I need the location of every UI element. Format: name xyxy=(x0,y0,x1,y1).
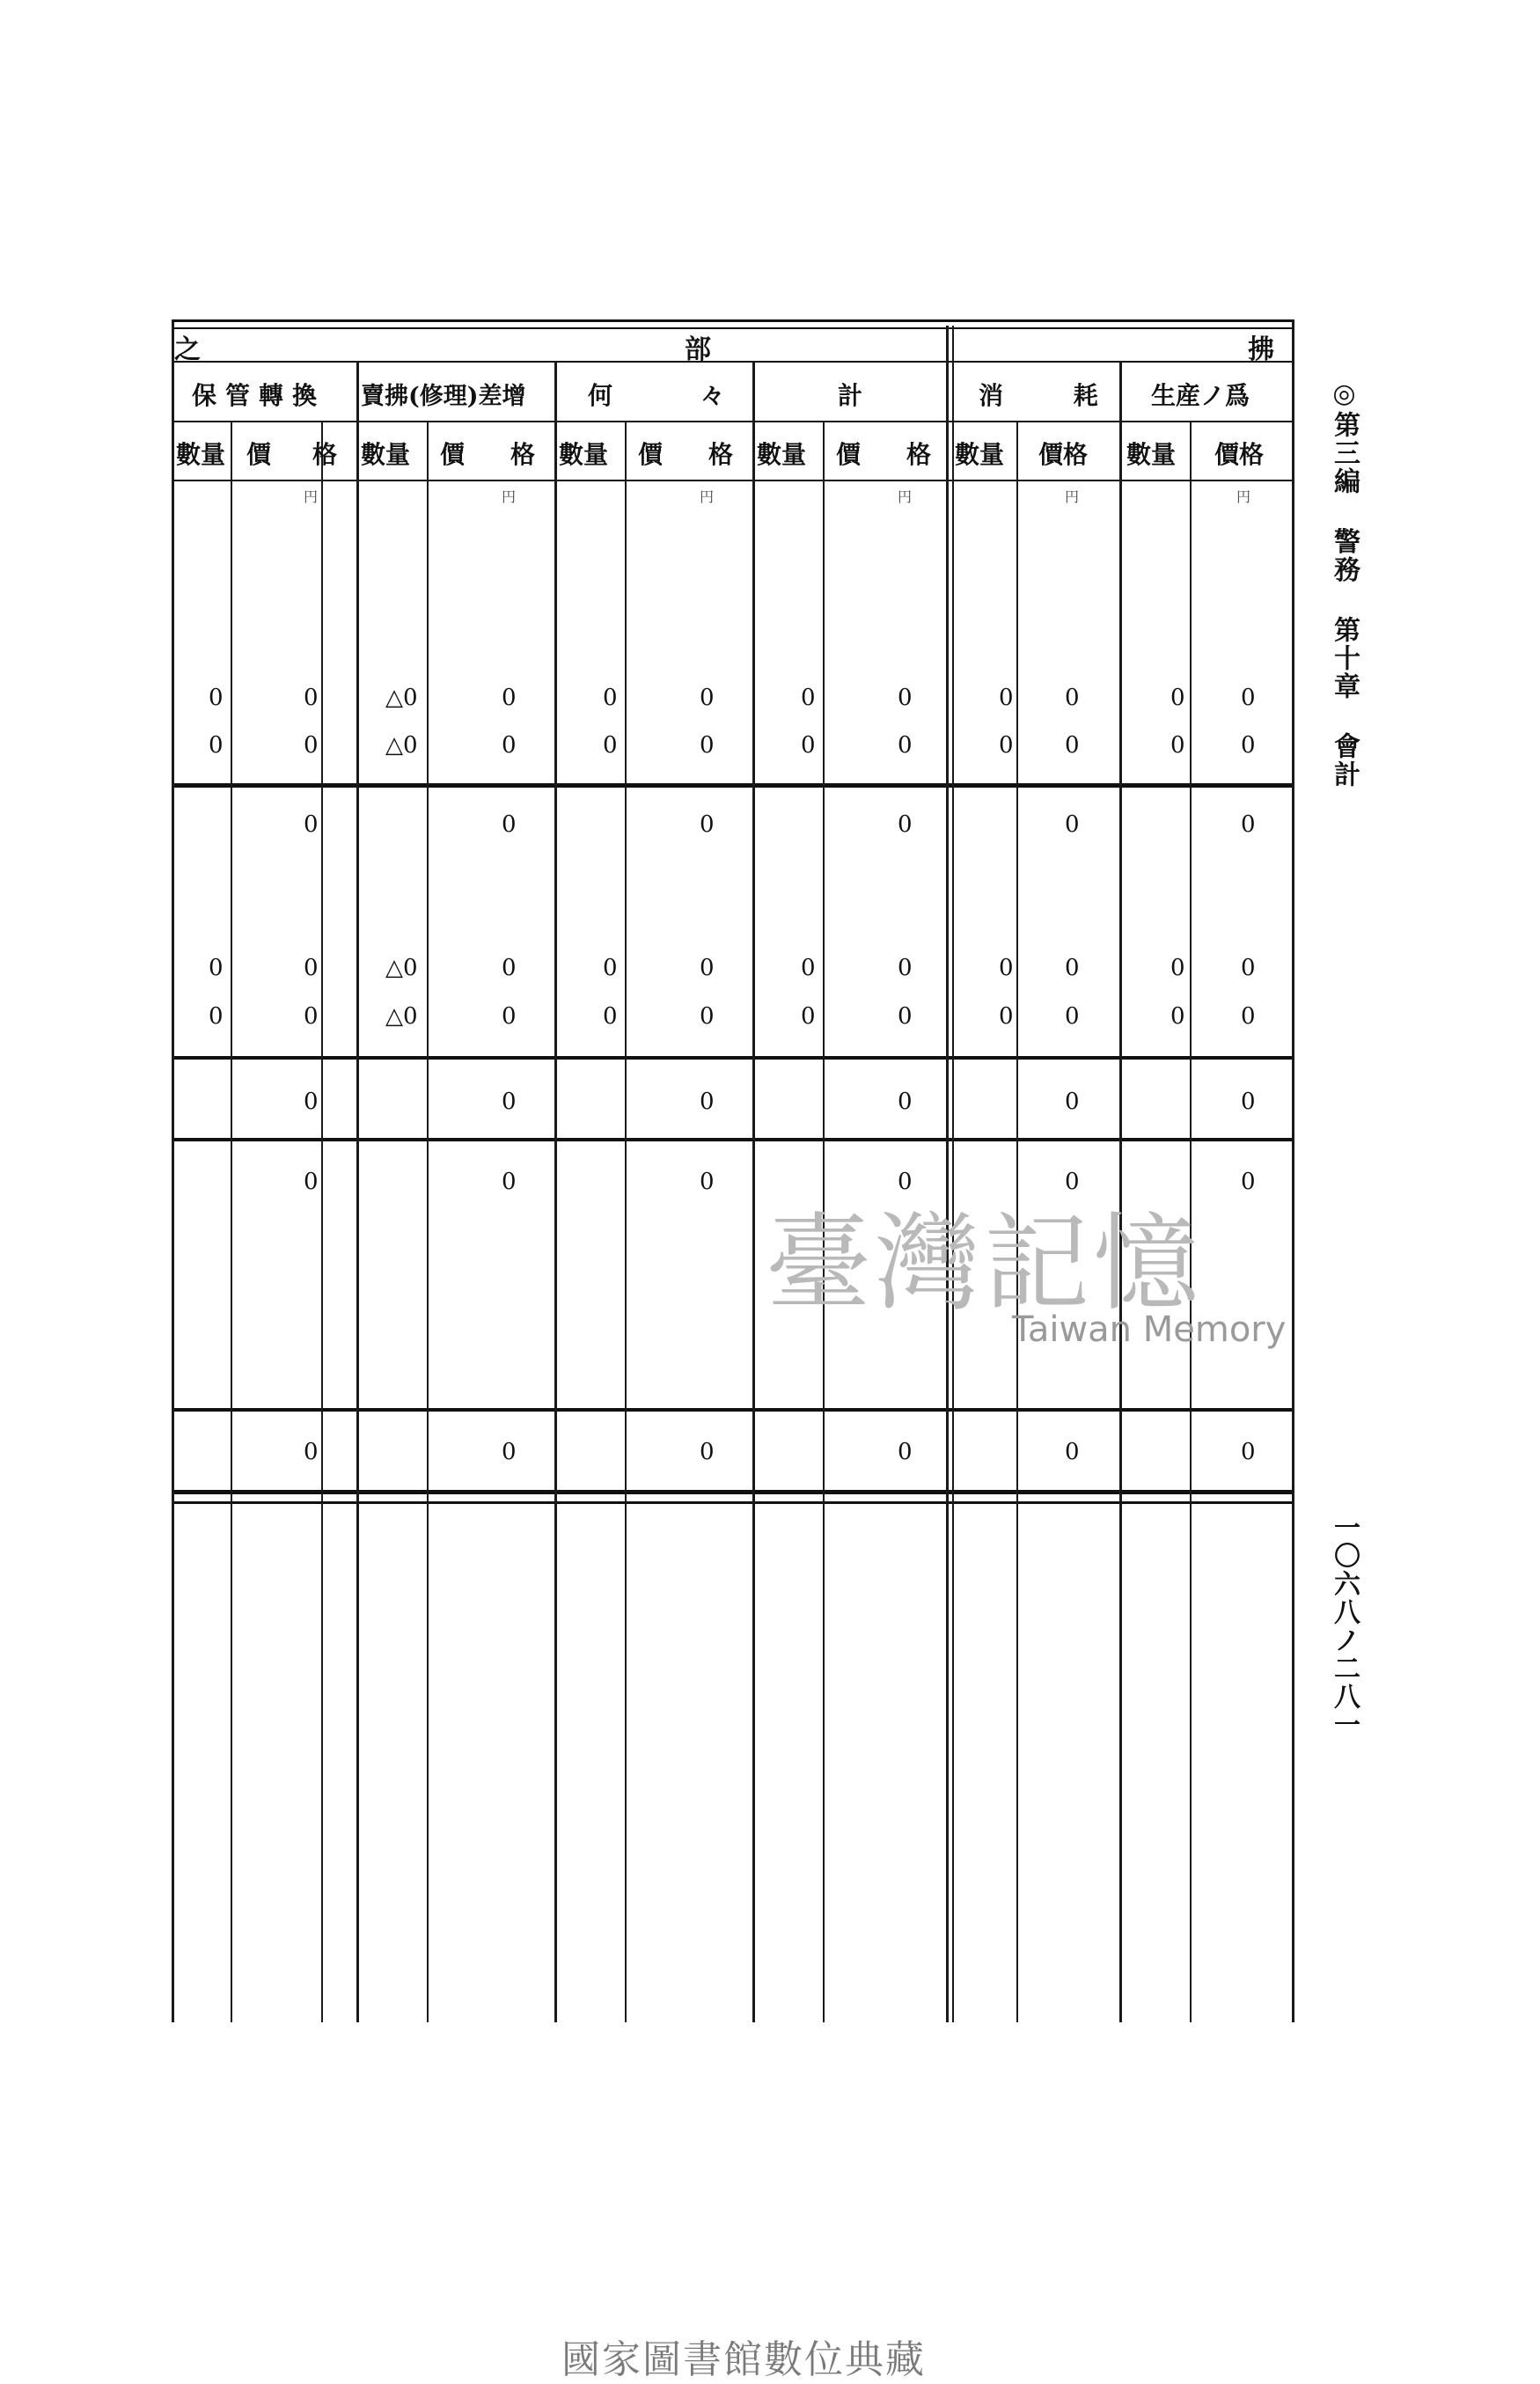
value-cell: 0 xyxy=(304,811,319,838)
value-cell: 0 xyxy=(502,685,517,711)
value-cell: 0 xyxy=(1065,732,1080,759)
value-cell: 0 xyxy=(700,732,715,759)
value-cell: 0 xyxy=(1241,955,1256,981)
value-cell: 0 xyxy=(700,1439,715,1465)
value-cell: 0 xyxy=(898,732,913,759)
price-label: 價 xyxy=(836,440,862,469)
value-cell: 0 xyxy=(801,955,816,981)
value-cell: 0 xyxy=(603,685,618,711)
group-label-consumption: 消 耗 xyxy=(979,381,1098,410)
watermark-caption: Taiwan Memory xyxy=(1012,1309,1287,1350)
qty-label: 數量 xyxy=(361,440,411,469)
value-cell: 0 xyxy=(999,732,1014,759)
value-cell: 0 xyxy=(502,1169,517,1195)
value-cell: 0 xyxy=(999,955,1014,981)
qty-label: 數量 xyxy=(757,440,807,469)
value-cell: 0 xyxy=(700,955,715,981)
value-cell: 0 xyxy=(898,1439,913,1465)
price-label: 價 xyxy=(246,440,272,469)
value-cell: 0 xyxy=(999,685,1014,711)
group-label-production: 生産ノ爲 xyxy=(1151,381,1250,410)
value-cell: 0 xyxy=(1241,1089,1256,1115)
price-label: 格 xyxy=(510,440,536,469)
value-cell: 0 xyxy=(502,955,517,981)
value-cell: 0 xyxy=(1065,685,1080,711)
price-label: 價 xyxy=(638,440,664,469)
price-label: 價 xyxy=(440,440,466,469)
value-cell: 0 xyxy=(1065,1439,1080,1465)
value-cell: 0 xyxy=(898,1169,913,1195)
value-cell: △0 xyxy=(385,1003,418,1030)
value-cell: 0 xyxy=(898,685,913,711)
value-cell: 0 xyxy=(209,732,224,759)
value-cell: 0 xyxy=(1065,1169,1080,1195)
value-cell: 0 xyxy=(1065,955,1080,981)
value-cell: 0 xyxy=(209,685,224,711)
value-cell: 0 xyxy=(898,1089,913,1115)
header-right-char: 拂 xyxy=(1248,334,1274,365)
value-cell: 0 xyxy=(304,1003,319,1030)
value-cell: 0 xyxy=(700,1089,715,1115)
unit-mark: 円 xyxy=(1236,488,1251,505)
header-middle-char: 部 xyxy=(685,334,711,365)
value-cell: 0 xyxy=(999,1003,1014,1030)
qty-label: 數量 xyxy=(176,440,226,469)
value-cell: 0 xyxy=(304,1169,319,1195)
value-cell: 0 xyxy=(603,955,618,981)
value-cell: 0 xyxy=(1170,685,1185,711)
unit-mark: 円 xyxy=(304,488,319,505)
value-cell: △0 xyxy=(385,685,418,711)
value-cell: 0 xyxy=(304,685,319,711)
value-cell: 0 xyxy=(502,1089,517,1115)
value-cell: 0 xyxy=(1241,1003,1256,1030)
value-cell: 0 xyxy=(603,732,618,759)
header-left-char: 之 xyxy=(174,334,201,365)
group-label-total: 計 xyxy=(838,381,863,410)
value-cell: 0 xyxy=(801,1003,816,1030)
unit-mark: 円 xyxy=(502,488,517,505)
unit-mark: 円 xyxy=(1065,488,1080,505)
value-cell: 0 xyxy=(1170,955,1185,981)
value-cell: 0 xyxy=(898,811,913,838)
group-label-exchange: 保管轉換 xyxy=(192,381,326,410)
value-cell: 0 xyxy=(502,732,517,759)
value-cell: 0 xyxy=(1241,1439,1256,1465)
value-cell: 0 xyxy=(801,685,816,711)
value-cell: 0 xyxy=(304,1439,319,1465)
value-cell: 0 xyxy=(304,955,319,981)
value-cell: 0 xyxy=(209,955,224,981)
value-cell: 0 xyxy=(1241,732,1256,759)
group-label-sale-repair: 賣拂(修理)差增 xyxy=(361,383,526,410)
value-cell: △0 xyxy=(385,732,418,759)
unit-mark: 円 xyxy=(898,488,913,505)
price-label: 價格 xyxy=(1038,440,1089,469)
chapter-heading: ◎第三編 警務 第十章 會計 xyxy=(1329,378,1360,789)
value-cell: 0 xyxy=(1065,1089,1080,1115)
group-label-other: 何 々 xyxy=(588,381,725,410)
library-footer: 國家圖書館數位典藏 xyxy=(561,2337,926,2382)
value-cell: 0 xyxy=(304,1089,319,1115)
value-cell: 0 xyxy=(1170,732,1185,759)
value-cell: 0 xyxy=(502,1439,517,1465)
page-number: 一〇六八ノ二八一 xyxy=(1329,1514,1360,1739)
value-cell: 0 xyxy=(1241,811,1256,838)
value-cell: 0 xyxy=(898,1003,913,1030)
value-cell: 0 xyxy=(700,685,715,711)
value-cell: 0 xyxy=(304,732,319,759)
price-label: 格 xyxy=(906,440,932,469)
value-cell: 0 xyxy=(209,1003,224,1030)
value-cell: 0 xyxy=(1065,1003,1080,1030)
price-label: 格 xyxy=(708,440,734,469)
value-cell: 0 xyxy=(1241,1169,1256,1195)
value-cell: 0 xyxy=(1170,1003,1185,1030)
value-cell: 0 xyxy=(898,955,913,981)
value-cell: 0 xyxy=(502,1003,517,1030)
value-cell: 0 xyxy=(1241,685,1256,711)
qty-label: 數量 xyxy=(1126,440,1177,469)
value-cell: 0 xyxy=(603,1003,618,1030)
value-cell: 0 xyxy=(1065,811,1080,838)
price-label: 格 xyxy=(312,440,338,469)
value-cell: 0 xyxy=(502,811,517,838)
value-cell: 0 xyxy=(700,1003,715,1030)
value-cell: 0 xyxy=(700,811,715,838)
watermark-logo: 臺灣記憶 xyxy=(766,1203,1202,1325)
value-cell: △0 xyxy=(385,955,418,981)
qty-label: 數量 xyxy=(955,440,1005,469)
value-cell: 0 xyxy=(801,732,816,759)
qty-label: 數量 xyxy=(559,440,609,469)
unit-mark: 円 xyxy=(700,488,715,505)
price-label: 價格 xyxy=(1214,440,1265,469)
value-cell: 0 xyxy=(700,1169,715,1195)
